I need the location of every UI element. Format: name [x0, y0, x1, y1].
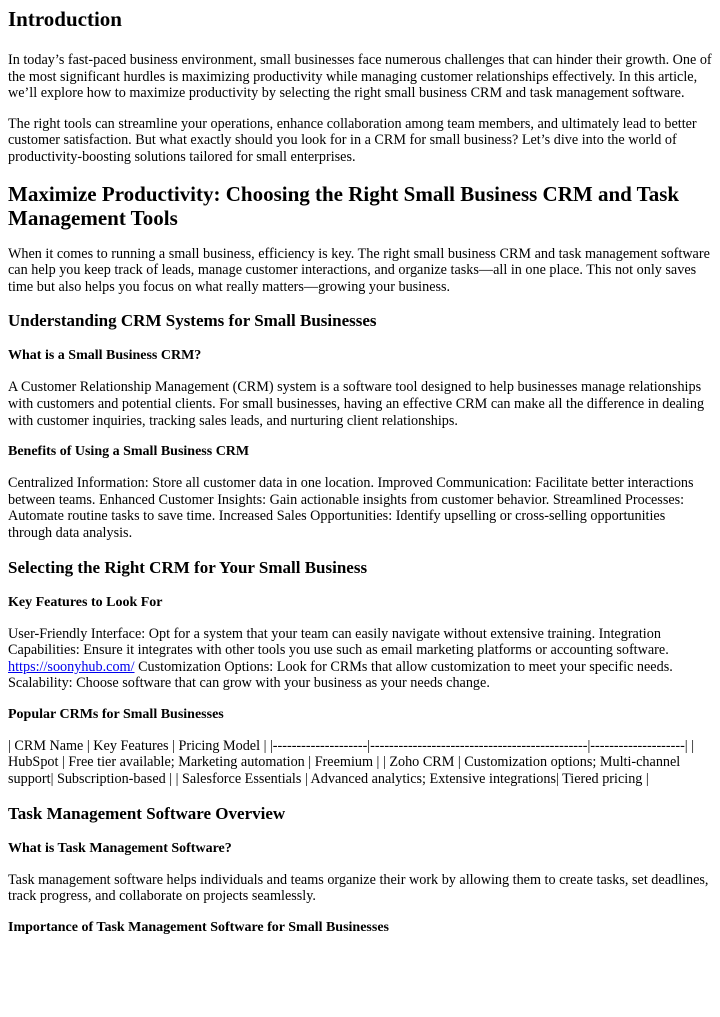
what-is-crm-paragraph: A Customer Relationship Management (CRM) system is a software tool designed to help businesses manage relationships with customers and potential clients. For small businesses, having an effective CRM can make all the difference in dealing with customer inquiries, tracking sales leads, and nurturing client relationships.	[8, 379, 705, 429]
key-features-paragraph	[8, 626, 712, 692]
task-management-heading: Task Management Software Overview	[8, 803, 286, 823]
main-heading: Maximize Productivity: Choosing the Right Small Business CRM and Task Management Tools	[8, 181, 680, 230]
main-paragraph: When it comes to running a small business, efficiency is key. The right small business CRM and task management software can help you keep track of leads, manage customer interactions, and organize tasks—all in one place. This not only saves time but also helps you focus on what really matters—growing your business.	[8, 245, 710, 295]
soonyhub-link[interactable]: https://soonyhub.com/	[8, 658, 135, 675]
popular-crms-heading: Popular CRMs for Small Businesses	[8, 706, 224, 722]
key-features-text-after: Customization Options: Look for CRMs that allow customization to meet your specific needs. Scalability: Choose software that can grow with your business as your needs change.	[8, 658, 673, 692]
selecting-heading: Selecting the Right CRM for Your Small Business	[8, 557, 368, 577]
benefits-heading: Benefits of Using a Small Business CRM	[8, 444, 250, 460]
intro-paragraph-2: The right tools can streamline your operations, enhance collaboration among team members, and ultimately lead to better customer satisfaction. But what exactly should you look for in a CRM for small business? Let’s dive into the world of productivity-boosting solutions tailored for small enterprises.	[8, 115, 697, 165]
intro-heading: Introduction	[8, 7, 122, 31]
what-is-task-paragraph: Task management software helps individuals and teams organize their work by allowing them to create tasks, set deadlines, track progress, and collaborate on projects seamlessly.	[8, 871, 709, 905]
what-is-crm-heading: What is a Small Business CRM?	[8, 348, 202, 364]
what-is-task-heading: What is Task Management Software?	[8, 840, 232, 856]
understanding-heading: Understanding CRM Systems for Small Businesses	[8, 311, 377, 331]
importance-heading: Importance of Task Management Software for Small Businesses	[8, 919, 389, 935]
intro-paragraph-1: In today’s fast-paced business environment, small businesses face numerous challenges that can hinder their growth. One of the most significant hurdles is maximizing productivity while managing customer relationships effectively. In this article, we’ll explore how to maximize productivity by selecting the right small business CRM and task management software.	[8, 52, 712, 102]
key-features-text-before: User-Friendly Interface: Opt for a system that your team can easily navigate without extensive training. Integration Capabilities: Ensure it integrates with other tools you use such as email marketing platforms or accounting software.	[8, 625, 669, 659]
benefits-paragraph: Centralized Information: Store all customer data in one location. Improved Communication: Facilitate better interactions between teams. Enhanced Customer Insights: Gain actionable insights from customer behavior. Streamlined Processes: Automate routine tasks to save time. Increased Sales Opportunities: Identify upselling or cross-selling opportunities through data analysis.	[8, 475, 694, 541]
key-features-heading: Key Features to Look For	[8, 594, 163, 610]
popular-crms-table-text: | CRM Name | Key Features | Pricing Model | |--------------------|----------------------------------------------|--------------------| | HubSpot | Free tier available; Marketing automation | Freemium | | Zoho CRM | Customization options; Multi-channel support| Subscription-based | | Salesforce Essentials | Advanced analytics; Extensive integrations| Tiered pricing |	[8, 737, 695, 788]
